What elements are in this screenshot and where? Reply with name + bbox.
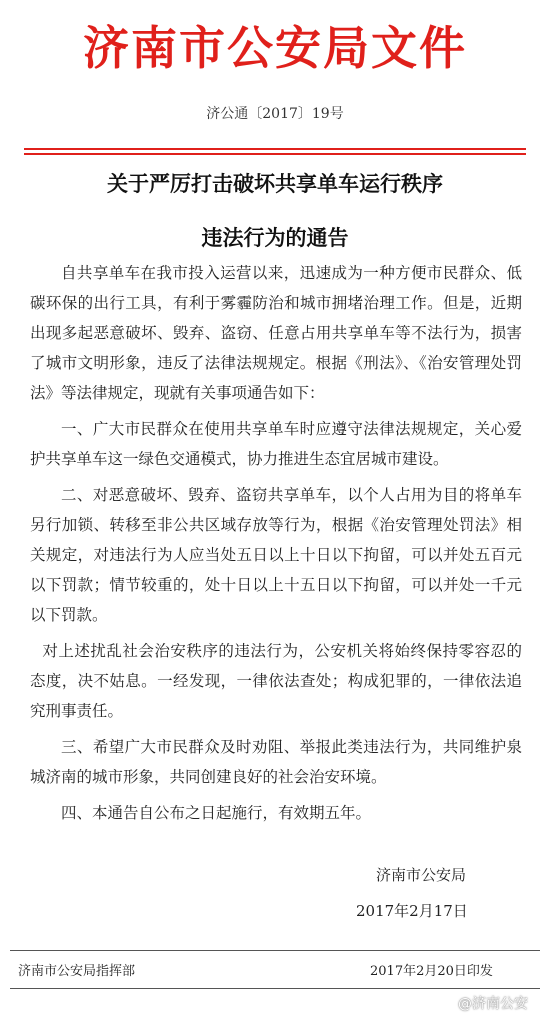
signature-organization: 济南市公安局	[376, 866, 467, 884]
footer-print-date: 2017年2月20日印发	[370, 964, 493, 979]
notice-title-line1: 关于严厉打击破坏共享单车运行秩序	[107, 171, 443, 196]
signature-date: 2017年2月17日	[356, 902, 468, 920]
document-header-title: 济南市公安局文件	[83, 21, 467, 75]
body-paragraph-intro: 自共享单车在我市投入运营以来，迅速成为一种方便市民群众、低碳环保的出行工具，有利于雾霾防治和城市拥堵治理工作。但是，近期出现多起恶意破坏、毁弃、盗窃、任意占用共享单车等不法行为，损害了城市文明形象，违反了法律法规规定。根据《刑法》、《治安管理处罚法》等法律规定，现就有关事项通告如下：	[30, 264, 522, 402]
body-paragraph-item-2: 二、对恶意破坏、毁弃、盗窃共享单车，以个人占用为目的将单车另行加锁、转移至非公共区域存放等行为，根据《治安管理处罚法》相关规定，对违法行为人应当处五日以上十日以下拘留，可以并处五百元以下罚款；情节较重的，处十日以上十五日以下拘留，可以并处一千元以下罚款。	[30, 486, 522, 624]
red-divider-top	[24, 148, 526, 150]
footer-issuer: 济南市公安局指挥部	[18, 964, 136, 979]
body-paragraph-item-1: 一、广大市民群众在使用共享单车时应遵守法律法规规定，关心爱护共享单车这一绿色交通模式，协力推进生态宜居城市建设。	[30, 420, 522, 468]
notice-title-line2: 违法行为的通告	[201, 225, 349, 250]
body-paragraph-item-3: 三、希望广大市民群众及时劝阻、举报此类违法行为，共同维护泉城济南的城市形象，共同创建良好的社会治安环境。	[30, 738, 522, 786]
notice-body	[30, 258, 522, 828]
footer-divider-bottom	[10, 988, 540, 989]
body-paragraph-item-4: 四、本通告自公布之日起施行，有效期五年。	[61, 804, 372, 822]
red-divider-bottom	[24, 153, 526, 155]
body-paragraph-zero-tolerance: 对上述扰乱社会治安秩序的违法行为，公安机关将始终保持零容忍的态度，决不姑息。一经发现，一律依法查处；构成犯罪的，一律依法追究刑事责任。	[30, 642, 522, 720]
document-number: 济公通〔2017〕19号	[206, 106, 344, 122]
weibo-watermark: @济南公安	[458, 996, 528, 1012]
footer-divider-top	[10, 950, 540, 951]
